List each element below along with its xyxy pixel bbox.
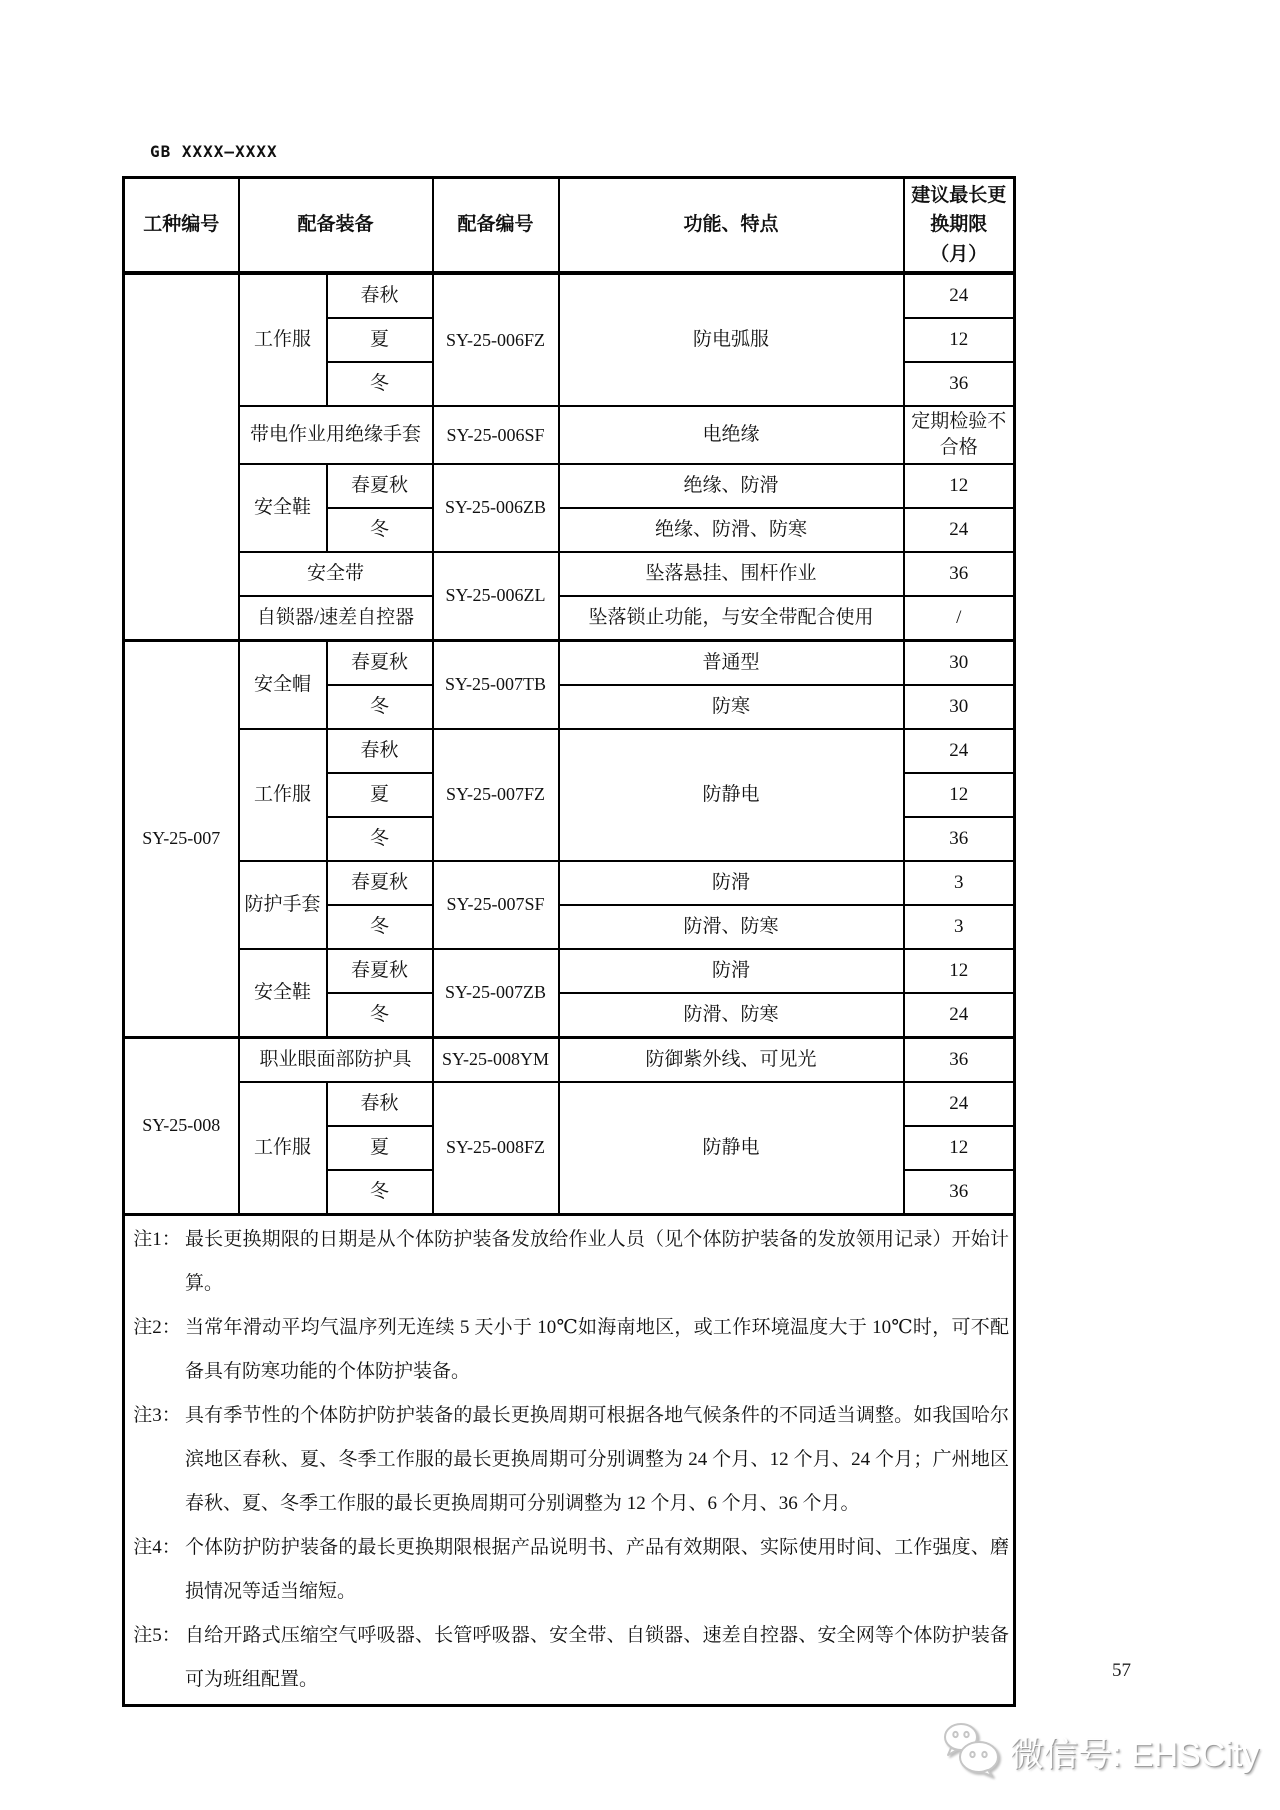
equip-name-cell: 自锁器/速差自控器	[239, 596, 433, 641]
season-cell: 冬	[327, 685, 433, 729]
season-cell: 夏	[327, 773, 433, 817]
period-cell: 12	[904, 949, 1015, 993]
note-label: 注2：	[133, 1316, 181, 1338]
function-cell: 防滑	[559, 949, 904, 993]
function-cell: 电绝缘	[559, 406, 904, 463]
note-label: 注1：	[133, 1228, 181, 1250]
note-label: 注5：	[133, 1625, 181, 1647]
function-cell: 防静电	[559, 729, 904, 861]
season-cell: 冬	[327, 993, 433, 1038]
table-row	[124, 464, 1015, 508]
table-row	[124, 861, 1015, 905]
period-cell: 24	[904, 993, 1015, 1038]
period-cell: 12	[904, 318, 1015, 362]
equip-code-cell: SY-25-007ZB	[433, 949, 559, 1038]
period-cell: 12	[904, 1126, 1015, 1170]
season-cell: 春秋	[327, 729, 433, 773]
equip-name-cell: 安全鞋	[239, 464, 327, 552]
wechat-account-label: 微信号: EHSCity	[1010, 1735, 1260, 1774]
note-item	[129, 1218, 1009, 1306]
season-cell: 冬	[327, 508, 433, 552]
season-cell: 春秋	[327, 1082, 433, 1126]
equip-code-cell: SY-25-007FZ	[433, 729, 559, 861]
function-cell: 绝缘、防滑	[559, 464, 904, 508]
col-header-code: 配备编号	[433, 178, 559, 274]
function-cell: 防静电	[559, 1082, 904, 1215]
note-text: 个体防护防护装备的最长更换期限根据产品说明书、产品有效期限、实际使用时间、工作强度、磨损情况等适当缩短。	[185, 1537, 1010, 1603]
function-cell: 防滑、防寒	[559, 905, 904, 949]
function-cell: 防御紫外线、可见光	[559, 1037, 904, 1082]
equip-name-cell: 安全帽	[239, 640, 327, 729]
equip-name-cell: 安全带	[239, 552, 433, 596]
period-cell: 24	[904, 1082, 1015, 1126]
period-cell: /	[904, 596, 1015, 641]
col-header-worktype: 工种编号	[124, 178, 239, 274]
note-text: 当常年滑动平均气温序列无连续 5 天小于 10℃如海南地区，或工作环境温度大于 10℃时，可不配备具有防寒功能的个体防护装备。	[185, 1316, 1010, 1382]
table-row	[124, 406, 1015, 463]
worktype-cell: SY-25-007	[124, 640, 239, 1037]
season-cell: 夏	[327, 1126, 433, 1170]
season-cell: 冬	[327, 817, 433, 861]
period-cell: 30	[904, 685, 1015, 729]
equip-name-cell: 安全鞋	[239, 949, 327, 1038]
table-row	[124, 552, 1015, 596]
notes-row	[124, 1214, 1015, 1706]
col-header-period-line2: 换期限（月）	[930, 214, 988, 265]
season-cell: 春夏秋	[327, 464, 433, 508]
table-row	[124, 949, 1015, 993]
table-row	[124, 596, 1015, 641]
note-text: 自给开路式压缩空气呼吸器、长管呼吸器、安全带、自锁器、速差自控器、安全网等个体防护装备可为班组配置。	[185, 1625, 1010, 1691]
season-cell: 春夏秋	[327, 640, 433, 685]
function-cell: 坠落锁止功能，与安全带配合使用	[559, 596, 904, 641]
function-cell: 普通型	[559, 640, 904, 685]
note-item	[129, 1614, 1009, 1702]
note-label: 注3：	[133, 1404, 181, 1426]
period-cell: 3	[904, 861, 1015, 905]
equipment-table	[122, 176, 1016, 1707]
period-cell: 定期检验不合格	[904, 406, 1015, 463]
season-cell: 夏	[327, 318, 433, 362]
equip-name-cell: 工作服	[239, 1082, 327, 1215]
period-cell: 36	[904, 1170, 1015, 1215]
equip-code-cell: SY-25-006ZL	[433, 552, 559, 641]
equip-name-cell: 带电作业用绝缘手套	[239, 406, 433, 463]
period-cell: 36	[904, 1037, 1015, 1082]
note-item	[129, 1306, 1009, 1394]
footer-watermark	[938, 1720, 1259, 1782]
period-cell: 12	[904, 773, 1015, 817]
equip-code-cell: SY-25-006SF	[433, 406, 559, 463]
season-cell: 冬	[327, 905, 433, 949]
period-cell: 24	[904, 729, 1015, 773]
function-cell: 坠落悬挂、围杆作业	[559, 552, 904, 596]
table-row	[124, 1037, 1015, 1082]
page-number: 57	[1112, 1660, 1131, 1681]
function-cell: 防寒	[559, 685, 904, 729]
note-item	[129, 1394, 1009, 1526]
equip-code-cell: SY-25-007SF	[433, 861, 559, 949]
period-cell: 36	[904, 552, 1015, 596]
equip-name-cell: 工作服	[239, 729, 327, 861]
worktype-cell	[124, 273, 239, 640]
table-row	[124, 729, 1015, 773]
standard-code-header: GB XXXX—XXXX	[150, 142, 278, 161]
period-cell: 36	[904, 817, 1015, 861]
season-cell: 春夏秋	[327, 949, 433, 993]
table-row	[124, 1082, 1015, 1126]
note-text: 最长更换期限的日期是从个体防护装备发放给作业人员（见个体防护装备的发放领用记录）开始计算。	[185, 1228, 1010, 1294]
wechat-logo-icon	[938, 1721, 1002, 1782]
col-header-period-line1: 建议最长更	[911, 185, 1007, 206]
period-cell: 24	[904, 273, 1015, 318]
period-cell: 36	[904, 362, 1015, 406]
period-cell: 3	[904, 905, 1015, 949]
equip-name-cell: 防护手套	[239, 861, 327, 949]
col-header-features: 功能、特点	[559, 178, 904, 274]
table-row	[124, 273, 1015, 318]
season-cell: 冬	[327, 362, 433, 406]
period-cell: 30	[904, 640, 1015, 685]
table-header-row	[124, 178, 1015, 274]
equip-name-cell: 工作服	[239, 273, 327, 406]
equip-code-cell: SY-25-008FZ	[433, 1082, 559, 1215]
season-cell: 冬	[327, 1170, 433, 1215]
equip-code-cell: SY-25-007TB	[433, 640, 559, 729]
table-header	[124, 178, 1015, 274]
equip-code-cell: SY-25-008YM	[433, 1037, 559, 1082]
equip-code-cell: SY-25-006ZB	[433, 464, 559, 552]
season-cell: 春秋	[327, 273, 433, 318]
function-cell: 绝缘、防滑、防寒	[559, 508, 904, 552]
col-header-period	[904, 178, 1015, 274]
table-row	[124, 640, 1015, 685]
period-cell: 24	[904, 508, 1015, 552]
note-text: 具有季节性的个体防护防护装备的最长更换周期可根据各地气候条件的不同适当调整。如我国哈尔滨地区春秋、夏、冬季工作服的最长更换周期可分别调整为 24 个月、12 个月、24 个月；广州地区春秋、夏、冬季工作服的最长更换周期可分别调整为 12 个月、6 个月、36 个月。	[185, 1404, 1010, 1515]
note-item	[129, 1526, 1009, 1614]
function-cell: 防滑、防寒	[559, 993, 904, 1038]
worktype-cell: SY-25-008	[124, 1037, 239, 1214]
function-cell: 防电弧服	[559, 273, 904, 406]
period-cell: 12	[904, 464, 1015, 508]
col-header-equipment: 配备装备	[239, 178, 433, 274]
equip-name-cell: 职业眼面部防护具	[239, 1037, 433, 1082]
note-label: 注4：	[133, 1537, 181, 1559]
notes-section	[124, 1214, 1015, 1706]
function-cell: 防滑	[559, 861, 904, 905]
season-cell: 春夏秋	[327, 861, 433, 905]
equip-code-cell: SY-25-006FZ	[433, 273, 559, 406]
